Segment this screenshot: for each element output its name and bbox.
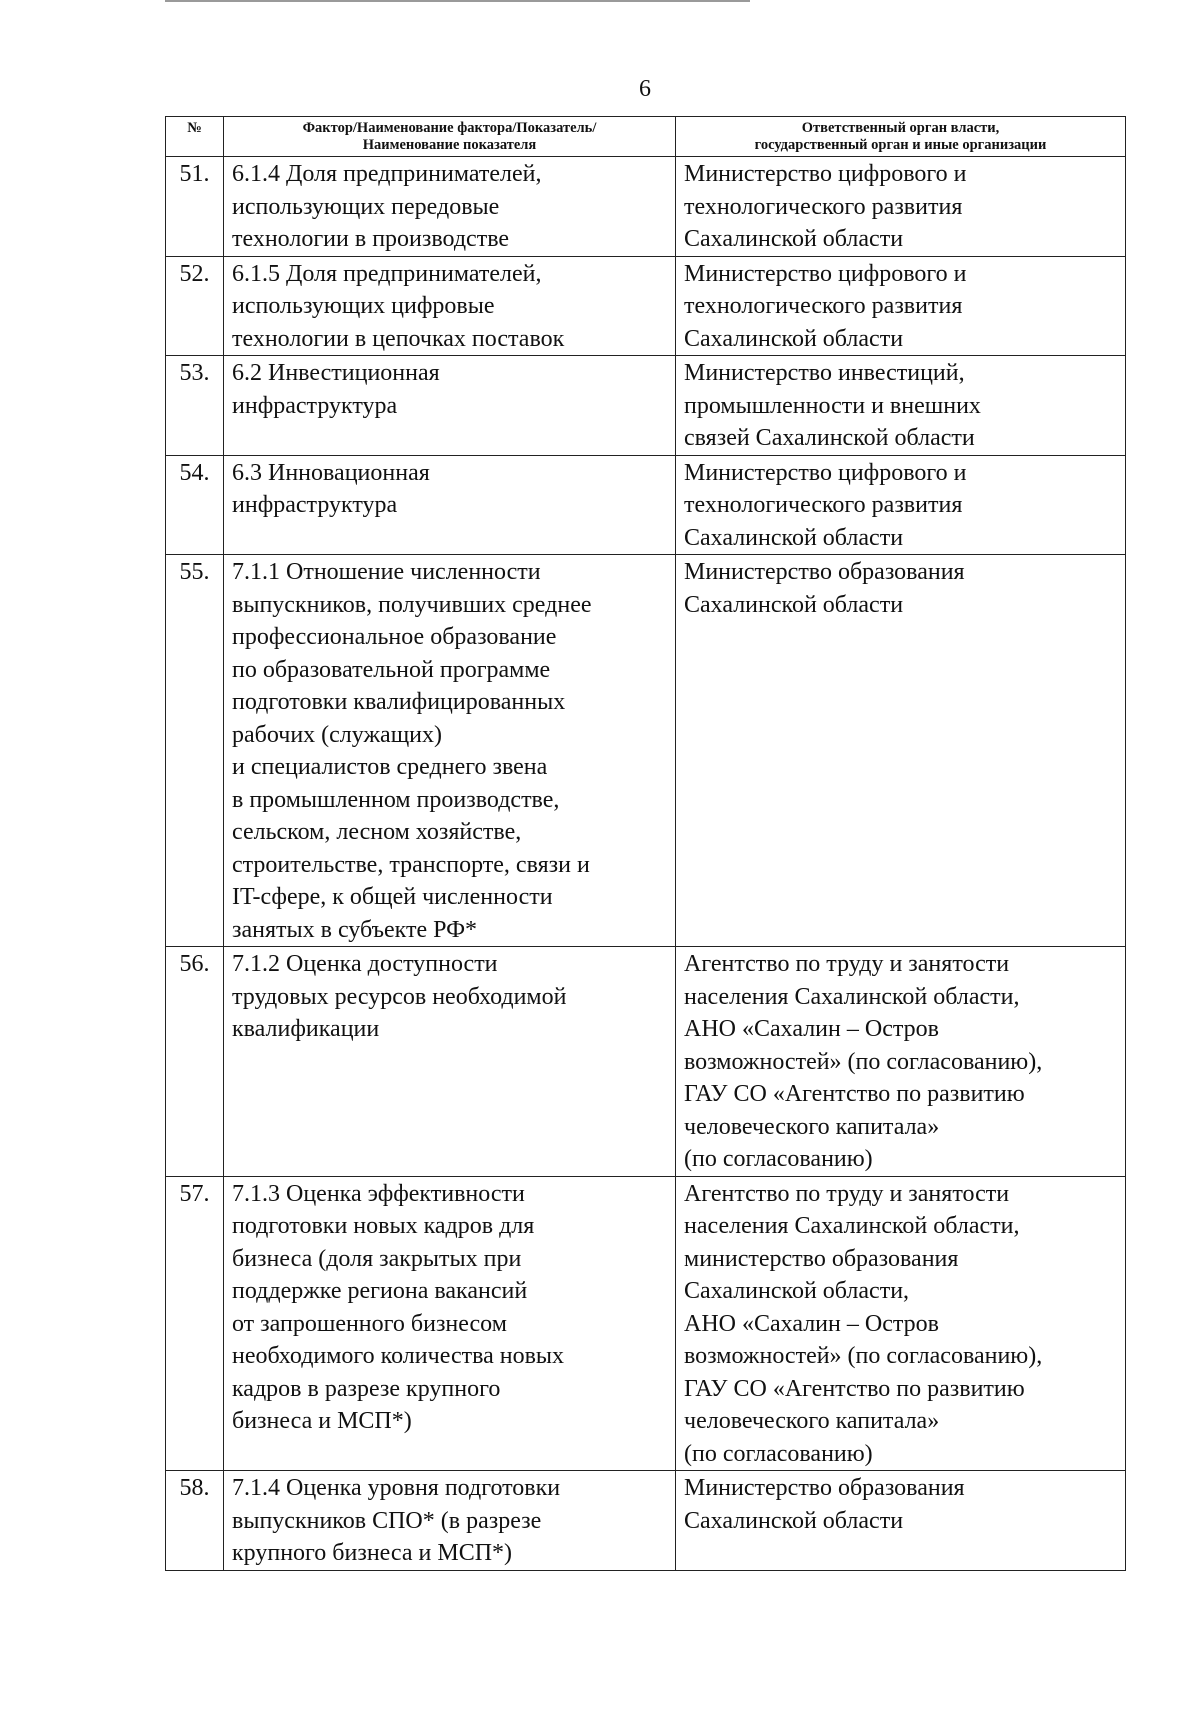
row-responsible: Министерство образования Сахалинской области (676, 1471, 1126, 1571)
page-number: 6 (639, 76, 651, 102)
row-number: 53. (166, 356, 224, 456)
row-number: 51. (166, 157, 224, 257)
header-number: № (166, 117, 224, 157)
row-factor: 6.1.4 Доля предпринимателей, использующих передовые технологии в производстве (224, 157, 676, 257)
row-responsible: Министерство цифрового и технологического развития Сахалинской области (676, 455, 1126, 555)
responsibility-table (165, 116, 1126, 1571)
table-row (166, 157, 1126, 257)
table-row (166, 256, 1126, 356)
row-factor: 7.1.2 Оценка доступности трудовых ресурсов необходимой квалификации (224, 947, 676, 1177)
row-factor: 7.1.1 Отношение численности выпускников, получивших среднее профессиональное образование по образовательной программе подготовки квалифицированных рабочих (служащих) и специалистов среднего звена в промышленном производстве, сельском, лесном хозяйстве, строительстве, транспорте, связи и IT-сфере, к общей численности занятых в субъекте РФ* (224, 555, 676, 947)
row-factor: 7.1.4 Оценка уровня подготовки выпускников СПО* (в разрезе крупного бизнеса и МСП*) (224, 1471, 676, 1571)
row-factor: 6.2 Инвестиционная инфраструктура (224, 356, 676, 456)
table-row (166, 455, 1126, 555)
table-row (166, 1176, 1126, 1471)
scan-edge-line (165, 0, 750, 2)
row-responsible: Министерство образования Сахалинской области (676, 555, 1126, 947)
header-factor: Фактор/Наименование фактора/Показатель/ Наименование показателя (224, 117, 676, 157)
table-row (166, 356, 1126, 456)
row-number: 58. (166, 1471, 224, 1571)
row-responsible: Министерство цифрового и технологического развития Сахалинской области (676, 256, 1126, 356)
row-factor: 6.1.5 Доля предпринимателей, использующих цифровые технологии в цепочках поставок (224, 256, 676, 356)
table-row (166, 1471, 1126, 1571)
row-number: 55. (166, 555, 224, 947)
row-responsible: Агентство по труду и занятости населения Сахалинской области, АНО «Сахалин – Остров возможностей» (по согласованию), ГАУ СО «Агентство по развитию человеческого капитала» (по согласованию) (676, 947, 1126, 1177)
table-row (166, 555, 1126, 947)
row-number: 57. (166, 1176, 224, 1471)
row-responsible: Министерство инвестиций, промышленности и внешних связей Сахалинской области (676, 356, 1126, 456)
row-number: 54. (166, 455, 224, 555)
table-header-row (166, 117, 1126, 157)
row-responsible: Агентство по труду и занятости населения Сахалинской области, министерство образования Сахалинской области, АНО «Сахалин – Остров возможностей» (по согласованию), ГАУ СО «Агентство по развитию человеческого капитала» (по согласованию) (676, 1176, 1126, 1471)
table-body (166, 157, 1126, 1571)
row-number: 52. (166, 256, 224, 356)
row-factor: 6.3 Инновационная инфраструктура (224, 455, 676, 555)
row-factor: 7.1.3 Оценка эффективности подготовки новых кадров для бизнеса (доля закрытых при поддержке региона вакансий от запрошенного бизнесом необходимого количества новых кадров в разрезе крупного бизнеса и МСП*) (224, 1176, 676, 1471)
header-responsible: Ответственный орган власти, государственный орган и иные организации (676, 117, 1126, 157)
row-number: 56. (166, 947, 224, 1177)
table-row (166, 947, 1126, 1177)
row-responsible: Министерство цифрового и технологического развития Сахалинской области (676, 157, 1126, 257)
